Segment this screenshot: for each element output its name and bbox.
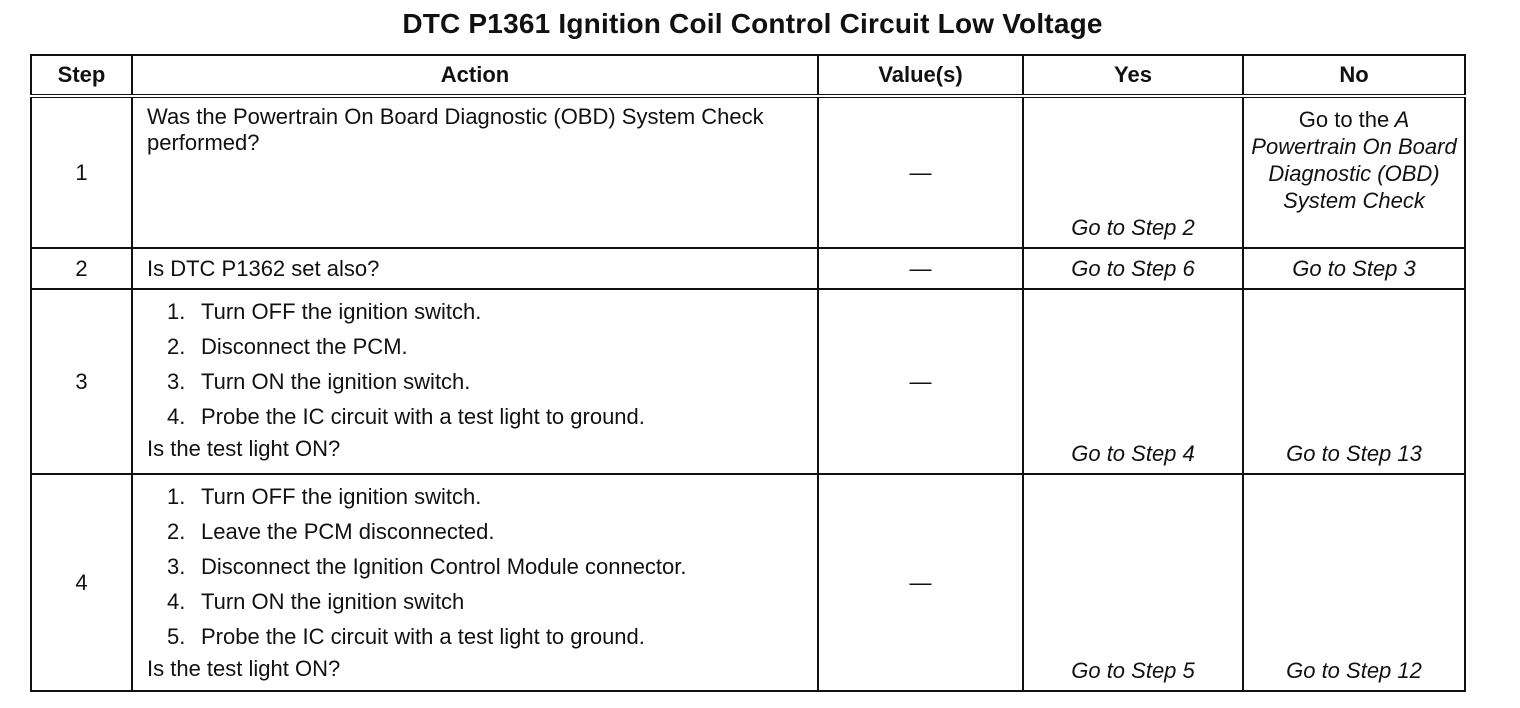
header-row [31, 55, 1465, 96]
value-cell: — [818, 96, 1023, 248]
substep-list [147, 479, 807, 654]
header-yes: Yes [1023, 55, 1243, 96]
substep-list [147, 294, 807, 434]
action-text: Is DTC P1362 set also? [147, 255, 380, 281]
no-cell: Go to Step 12 [1243, 474, 1465, 691]
table-row [31, 96, 1465, 248]
substep: 4. Turn ON the ignition switch [167, 589, 465, 614]
action-cell [132, 474, 818, 691]
substep: 1. Turn OFF the ignition switch. [167, 299, 482, 324]
no-cell: Go to Step 3 [1243, 248, 1465, 289]
question-text: Is the test light ON? [147, 436, 341, 461]
step-number: 1 [31, 96, 132, 248]
substep: 2. Disconnect the PCM. [167, 334, 408, 359]
header-no: No [1243, 55, 1465, 96]
header-value: Value(s) [818, 55, 1023, 96]
yes-cell: Go to Step 2 [1023, 96, 1243, 248]
header-action: Action [132, 55, 818, 96]
no-reference: A Powertrain On Board Diagnostic (OBD) System Check [1251, 107, 1457, 213]
value-cell: — [818, 474, 1023, 691]
no-cell: Go to Step 13 [1243, 289, 1465, 474]
substep: 4. Probe the IC circuit with a test light to ground. [167, 404, 645, 429]
table-row [31, 289, 1465, 474]
no-cell [1243, 96, 1465, 248]
step-number: 2 [31, 248, 132, 289]
action-cell [132, 96, 818, 248]
substep: 3. Turn ON the ignition switch. [167, 369, 471, 394]
action-cell [132, 289, 818, 474]
table-row [31, 248, 1465, 289]
table-row [31, 474, 1465, 691]
value-cell: — [818, 248, 1023, 289]
step-number: 3 [31, 289, 132, 474]
action-cell [132, 248, 818, 289]
value-cell: — [818, 289, 1023, 474]
question-text: Is the test light ON? [147, 656, 341, 681]
yes-cell: Go to Step 6 [1023, 248, 1243, 289]
no-prefix: Go to the [1298, 107, 1390, 132]
substep: 2. Leave the PCM disconnected. [167, 519, 495, 544]
yes-cell: Go to Step 4 [1023, 289, 1243, 474]
action-text: Was the Powertrain On Board Diagnostic (OBD) System Check performed? [147, 104, 764, 155]
substep: 3. Disconnect the Ignition Control Module connector. [167, 554, 687, 579]
step-number: 4 [31, 474, 132, 691]
substep: 5. Probe the IC circuit with a test light to ground. [167, 624, 645, 649]
substep: 1. Turn OFF the ignition switch. [167, 484, 482, 509]
header-step: Step [31, 55, 132, 96]
page-title: DTC P1361 Ignition Coil Control Circuit Low Voltage [402, 8, 1103, 39]
yes-cell: Go to Step 5 [1023, 474, 1243, 691]
diagnostic-table [30, 54, 1466, 692]
